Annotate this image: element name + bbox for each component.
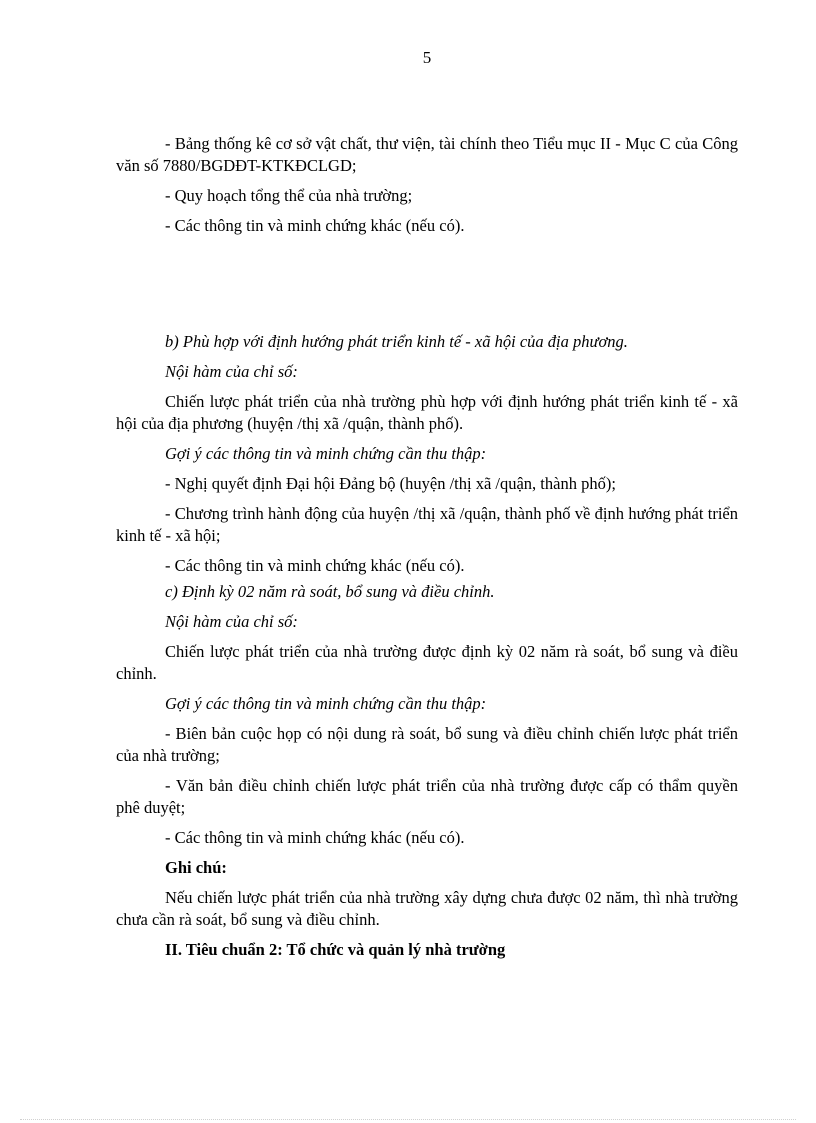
section-b-evidence-item: - Nghị quyết định Đại hội Đảng bộ (huyện /thị xã /quận, thành phố); <box>165 474 616 493</box>
section-b-evidence-item: - Các thông tin và minh chứng khác (nếu có). <box>165 556 465 575</box>
section-b-meaning-text: Chiến lược phát triển của nhà trường phù hợp với định hướng phát triển kinh tế - xã hội của địa phương (huyện /thị xã /quận, thành phố). <box>116 392 738 433</box>
section-c <box>116 581 738 961</box>
section-c-evidence-item: - Biên bản cuộc họp có nội dung rà soát, bổ sung và điều chỉnh chiến lược phát triển của nhà trường; <box>116 724 738 765</box>
section-c-meaning-text: Chiến lược phát triển của nhà trường được định kỳ 02 năm rà soát, bổ sung và điều chỉnh. <box>116 642 738 683</box>
page-number: 5 <box>422 48 432 67</box>
section-b-evidence-label: Gợi ý các thông tin và minh chứng cần thu thập: <box>165 444 487 463</box>
next-standard-heading: II. Tiêu chuẩn 2: Tổ chức và quản lý nhà trường <box>165 940 506 959</box>
section-c-evidence-item: - Các thông tin và minh chứng khác (nếu có). <box>165 828 465 847</box>
section-c-meaning-label: Nội hàm của chỉ số: <box>165 612 298 631</box>
section-c-evidence-label: Gợi ý các thông tin và minh chứng cần thu thập: <box>165 694 487 713</box>
list-item-facilities-stats: - Bảng thống kê cơ sở vật chất, thư viện, tài chính theo Tiểu mục II - Mục C của Công văn số 7880/BGDĐT-KTKĐCLGD; <box>116 134 738 175</box>
list-item-master-plan: - Quy hoạch tổng thể của nhà trường; <box>165 186 413 205</box>
section-b-meaning-label: Nội hàm của chỉ số: <box>165 362 298 381</box>
section-b <box>116 331 738 577</box>
page-bottom-divider <box>20 1119 796 1120</box>
block-facilities-list <box>116 133 738 237</box>
section-c-evidence-item: - Văn bản điều chỉnh chiến lược phát triển của nhà trường được cấp có thẩm quyền phê duyệt; <box>116 776 738 817</box>
note-text: Nếu chiến lược phát triển của nhà trường xây dựng chưa được 02 năm, thì nhà trường chưa cần rà soát, bổ sung và điều chỉnh. <box>116 888 738 929</box>
section-b-evidence-item: - Chương trình hành động của huyện /thị xã /quận, thành phố về định hướng phát triển kinh tế - xã hội; <box>116 504 738 545</box>
section-b-heading: b) Phù hợp với định hướng phát triển kinh tế - xã hội của địa phương. <box>165 332 628 351</box>
section-c-heading: c) Định kỳ 02 năm rà soát, bổ sung và điều chỉnh. <box>165 582 495 601</box>
note-label: Ghi chú: <box>165 858 227 877</box>
list-item-other-evidence: - Các thông tin và minh chứng khác (nếu có). <box>165 216 465 235</box>
